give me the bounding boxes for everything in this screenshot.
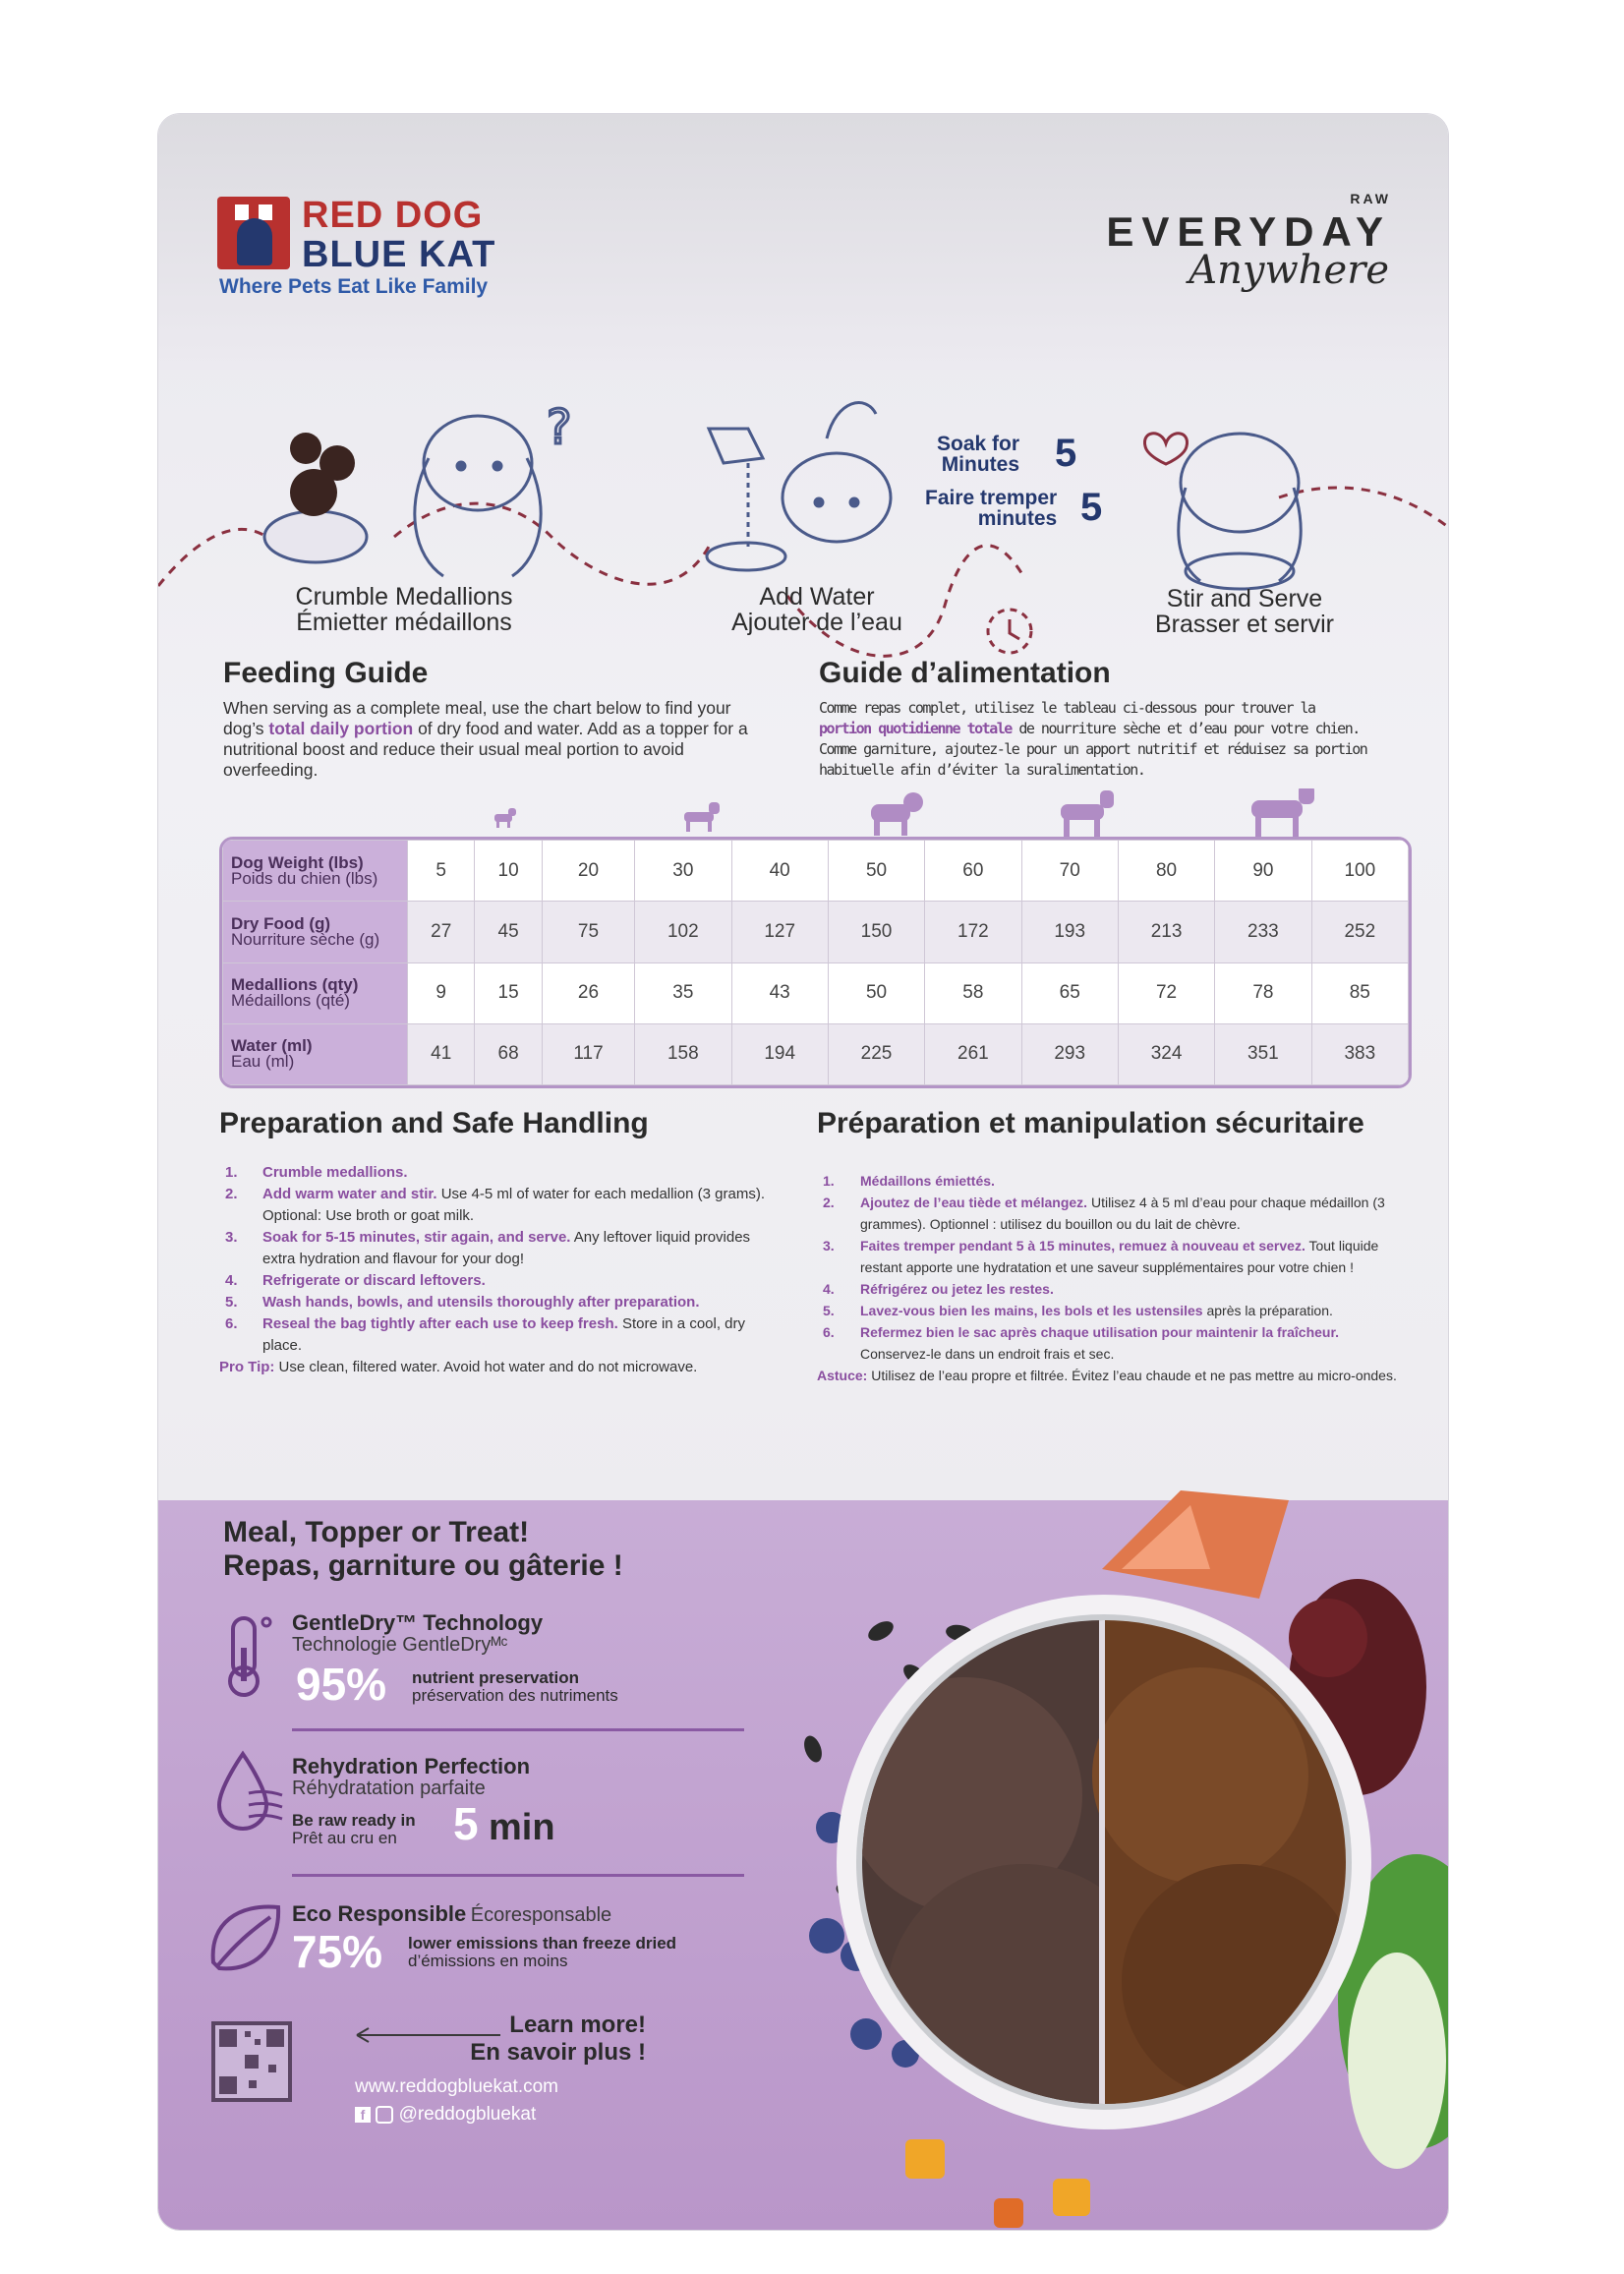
package-back (158, 114, 1448, 2230)
prep-step (817, 1300, 1407, 1321)
logo-ear-left (235, 204, 249, 220)
feature-gentledry-percent: 95% (296, 1659, 387, 1710)
prep-step (817, 1321, 1407, 1365)
feeding-guide-title-en: Feeding Guide (223, 657, 429, 689)
feeding-table-cell: 75 (542, 902, 634, 962)
feeding-table-cell: 261 (925, 1023, 1021, 1084)
feature-eco-desc-fr: d’émissions en moins (408, 1952, 568, 1970)
feeding-table-cell: 20 (542, 841, 634, 902)
brand-logo-icon (217, 197, 290, 269)
learn-more-en: Learn more! (509, 2012, 646, 2038)
feature-eco-title-fr: Écoresponsable (470, 1904, 612, 1926)
feeding-table-cell: 78 (1215, 962, 1311, 1023)
bowl-medallions-icon (264, 433, 367, 562)
prep-step-text: Use 4-5 ml of water for each medallion (3 grams). Optional: Use broth or goat milk. (262, 1186, 766, 1224)
feeding-table-cell: 40 (731, 841, 828, 902)
prep-step-bold: Refermez bien le sac après chaque utilisation pour maintenir la fraîcheur. (860, 1324, 1340, 1340)
prep-step-number: 2. (225, 1186, 238, 1202)
product-name: EVERYDAY (1106, 208, 1391, 255)
features-title (223, 1516, 623, 1583)
feeding-table-cell: 72 (1118, 962, 1214, 1023)
soak-en-number: 5 (1055, 432, 1077, 475)
feeding-row-header-fr: Poids du chien (lbs) (231, 868, 378, 888)
puppy-curious-icon (415, 400, 572, 576)
feeding-table-cell: 30 (635, 841, 731, 902)
dog-xs-icon (494, 808, 516, 828)
soak-en-text (937, 434, 1019, 475)
timer-icon (988, 610, 1031, 653)
feeding-table-cell: 45 (475, 902, 542, 962)
feeding-table-cell: 70 (1021, 841, 1118, 902)
dog-s-icon (684, 802, 720, 832)
prep-step-bold: Crumble medallions. (262, 1164, 408, 1181)
prep-step-number: 6. (823, 1324, 835, 1340)
social-row (355, 2104, 536, 2126)
instagram-icon[interactable] (376, 2106, 393, 2124)
feeding-table-cell: 252 (1311, 902, 1408, 962)
step-serve-en: Stir and Serve (1166, 585, 1323, 612)
feature-rehydration-number: 5 (453, 1798, 479, 1849)
feeding-text-en-part1: When serving as a complete meal, use the chart below to find your dog’s (223, 698, 731, 738)
feature-eco-desc-en: lower emissions than freeze dried (408, 1934, 677, 1953)
feature-gentledry-title-fr: Technologie GentleDryᴹᶜ (292, 1634, 508, 1656)
dashed-path-2 (394, 503, 709, 584)
feeding-text-fr-part2: de nourriture sèche et d’eau pour votre chien. Comme garniture, ajoutez-le pour un apport nutritif et réduisez sa portion habituelle afin d’éviter la suralimentation. (819, 720, 1367, 779)
feeding-table-cell: 194 (731, 1023, 828, 1084)
step-serve-label (1122, 586, 1367, 637)
feeding-table-cell: 85 (1311, 962, 1408, 1023)
feeding-table-cell: 10 (475, 841, 542, 902)
product-raw-label: RAW (1350, 191, 1391, 206)
soak-en-line1: Soak for (937, 433, 1020, 455)
feeding-table-row (223, 1023, 1409, 1084)
prep-tip-label: Pro Tip: (219, 1359, 275, 1375)
feature-eco-percent: 75% (292, 1926, 383, 1977)
feeding-row-header-fr: Médaillons (qté) (231, 991, 350, 1011)
feeding-table-cell: 5 (408, 841, 475, 902)
prep-step-number: 3. (225, 1229, 238, 1246)
prep-step (219, 1227, 770, 1270)
feeding-row-header-en: Medallions (qty) (231, 975, 359, 995)
prep-step-bold: Reseal the bag tightly after each use to keep fresh. (262, 1315, 618, 1332)
feeding-table-cell: 225 (828, 1023, 924, 1084)
step-serve-fr: Brasser et servir (1155, 611, 1334, 638)
prep-list-fr (817, 1170, 1407, 1386)
feeding-row-header-en: Dog Weight (lbs) (231, 852, 364, 872)
feeding-table-cell: 193 (1021, 902, 1118, 962)
prep-step-number: 2. (823, 1195, 835, 1210)
prep-step-number: 3. (823, 1238, 835, 1254)
prep-step (219, 1313, 770, 1357)
prep-step-text: Store in a cool, dry place. (262, 1315, 746, 1354)
puppy-eating-icon (1144, 434, 1301, 589)
prep-step-text: Conservez-le dans un endroit frais et sec. (860, 1346, 1115, 1362)
social-handle[interactable]: @reddogbluekat (398, 2104, 537, 2125)
prep-step-bold: Wash hands, bowls, and utensils thoroughly after preparation. (262, 1294, 700, 1311)
salmon-icon (1102, 1490, 1289, 1599)
feeding-table-cell: 102 (635, 902, 731, 962)
prep-step (219, 1162, 770, 1184)
feeding-table-cell: 60 (925, 841, 1021, 902)
qr-code-pattern (215, 2025, 288, 2098)
feeding-guide-title-fr: Guide d’alimentation (819, 657, 1111, 689)
step-water-fr: Ajouter de l’eau (731, 609, 902, 636)
feeding-text-en-part2: of dry food and water. Add as a topper for a nutritional boost and reduce their usual meal portion to avoid overfeeding. (223, 719, 748, 780)
feeding-table-row (223, 841, 1409, 902)
prep-step-bold: Médaillons émiettés. (860, 1173, 995, 1189)
prep-step (817, 1192, 1407, 1235)
feeding-row-header-en: Water (ml) (231, 1036, 313, 1056)
product-subname: Anywhere (1189, 248, 1389, 293)
prep-step-text: Tout liquide restant apporte une hydratation et une saveur supplémentaires pour votre chien ! (860, 1238, 1379, 1275)
prep-step-text: Any leftover liquid provides extra hydration and flavour for your dog! (262, 1229, 751, 1267)
feature-rehydration-title-fr: Réhydratation parfaite (292, 1778, 486, 1799)
feeding-guide-text-fr (819, 698, 1369, 781)
feature-rehydration-desc-en: Be raw ready in (292, 1811, 416, 1830)
feature-rehydration-desc-fr: Prêt au cru en (292, 1829, 397, 1847)
prep-step-number: 4. (823, 1281, 835, 1297)
feeding-table-cell: 100 (1311, 841, 1408, 902)
dashed-path-1 (158, 529, 266, 586)
feeding-guide-text-en (223, 698, 774, 781)
feeding-table-cell: 90 (1215, 841, 1311, 902)
food-bowl-image (571, 1451, 1448, 2230)
feeding-table-cell: 35 (635, 962, 731, 1023)
prep-step-number: 1. (823, 1173, 835, 1189)
feeding-table-cell: 80 (1118, 841, 1214, 902)
prep-step-text: après la préparation. (1202, 1303, 1333, 1318)
feature-divider-1 (292, 1728, 744, 1731)
features-title-fr: Repas, garniture ou gâterie ! (223, 1549, 623, 1582)
feeding-text-en-highlight: total daily portion (268, 719, 414, 738)
step-crumble-en: Crumble Medallions (295, 583, 513, 611)
step-water-en: Add Water (759, 583, 875, 611)
features-title-en: Meal, Topper or Treat! (223, 1516, 530, 1548)
prep-step-text: Utilisez 4 à 5 ml d’eau pour chaque médaillon (3 grammes). Optionnel : utilisez du bouillon ou du lait de chèvre. (860, 1195, 1385, 1232)
feeding-row-header (223, 841, 408, 902)
prep-step-bold: Add warm water and stir. (262, 1186, 437, 1202)
feeding-table-cell: 150 (828, 902, 924, 962)
prep-title-fr: Préparation et manipulation sécuritaire (817, 1107, 1364, 1139)
feeding-table-cell: 50 (828, 962, 924, 1023)
feeding-table-cell: 172 (925, 902, 1021, 962)
soak-en-line2: Minutes (941, 453, 1020, 476)
squash-icon (905, 2139, 1090, 2228)
prep-tip-label: Astuce: (817, 1368, 868, 1383)
feeding-row-header-en: Dry Food (g) (231, 913, 331, 933)
feeding-table-cell: 15 (475, 962, 542, 1023)
facebook-icon[interactable]: f (355, 2107, 371, 2123)
feeding-table-cell: 68 (475, 1023, 542, 1084)
feature-gentledry-desc (412, 1669, 618, 1705)
feeding-table-cell: 293 (1021, 1023, 1118, 1084)
brand-name-line1: RED DOG (302, 195, 484, 236)
prep-step (817, 1170, 1407, 1192)
learn-more[interactable] (469, 2012, 646, 2067)
feature-gentledry-desc-fr: préservation des nutriments (412, 1686, 618, 1705)
feeding-row-header (223, 902, 408, 962)
prep-step-bold: Refrigerate or discard leftovers. (262, 1272, 486, 1289)
feeding-table-cell: 127 (731, 902, 828, 962)
prep-list-en (219, 1162, 770, 1378)
prep-step (219, 1292, 770, 1313)
dog-xl-icon (1251, 788, 1314, 842)
prep-step-bold: Lavez-vous bien les mains, les bols et les ustensiles (860, 1303, 1203, 1318)
feature-gentledry-title: GentleDry™ Technology (292, 1610, 544, 1635)
prep-tip-text: Utilisez de l’eau propre et filtrée. Évitez l’eau chaude et ne pas mettre au micro-ondes. (867, 1368, 1397, 1383)
prep-step-bold: Réfrigérez ou jetez les restes. (860, 1281, 1054, 1297)
feature-divider-2 (292, 1874, 744, 1877)
svg-text:?: ? (547, 400, 572, 455)
prep-title-en: Preparation and Safe Handling (219, 1107, 649, 1139)
prep-step-bold: Faites tremper pendant 5 à 15 minutes, remuez à nouveau et servez. (860, 1238, 1305, 1254)
logo-cat-silhouette (237, 218, 272, 265)
feeding-text-fr-highlight: portion quotidienne totale (819, 720, 1012, 737)
feeding-table-cell: 351 (1215, 1023, 1311, 1084)
feeding-row-header-fr: Nourriture sèche (g) (231, 929, 380, 949)
thermometer-icon (223, 1612, 272, 1697)
prep-tip-text: Use clean, filtered water. Avoid hot water and do not microwave. (274, 1359, 698, 1375)
prep-tip (219, 1357, 770, 1378)
water-drop-icon (213, 1748, 292, 1837)
soak-fr-number: 5 (1080, 486, 1103, 529)
dog-l-icon (1061, 790, 1114, 840)
soak-fr-line1: Faire tremper (925, 487, 1058, 509)
step-crumble-fr: Émietter médaillons (296, 609, 512, 636)
feeding-table-cell: 41 (408, 1023, 475, 1084)
feeding-table-cell: 117 (542, 1023, 634, 1084)
prep-step-number: 5. (225, 1294, 238, 1311)
feature-rehydration-unit: min (489, 1807, 555, 1848)
learn-more-fr: En savoir plus ! (470, 2039, 646, 2066)
feeding-table-row (223, 902, 1409, 962)
prep-step (817, 1235, 1407, 1278)
dog-m-icon (871, 792, 923, 836)
prep-step-bold: Soak for 5-15 minutes, stir again, and serve. (262, 1229, 571, 1246)
feeding-text-fr-part1: Comme repas complet, utilisez le tableau ci-dessous pour trouver la (819, 699, 1315, 717)
feeding-table-cell: 27 (408, 902, 475, 962)
leaf-icon (200, 1894, 288, 1982)
feeding-table-cell: 158 (635, 1023, 731, 1084)
feature-rehydration-title: Rehydration Perfection (292, 1754, 531, 1778)
feeding-row-header-fr: Eau (ml) (231, 1052, 295, 1072)
feeding-table (219, 837, 1412, 1088)
prep-step (817, 1278, 1407, 1300)
step-crumble-label (276, 584, 532, 635)
feature-gentledry-desc-en: nutrient preservation (412, 1668, 580, 1687)
dashed-path-4 (1279, 488, 1448, 527)
prep-step-number: 1. (225, 1164, 238, 1181)
qr-code[interactable] (211, 2021, 292, 2102)
prep-step-number: 5. (823, 1303, 835, 1318)
feeding-table-grid (222, 840, 1409, 1085)
prep-step-number: 4. (225, 1272, 238, 1289)
feature-eco-title-en: Eco Responsible (292, 1901, 467, 1926)
prep-step (219, 1270, 770, 1292)
feeding-table-cell: 213 (1118, 902, 1214, 962)
feature-eco-title (292, 1901, 611, 1927)
step-water-label (689, 584, 945, 635)
feeding-table-cell: 58 (925, 962, 1021, 1023)
prep-step-bold: Ajoutez de l’eau tiède et mélangez. (860, 1195, 1088, 1210)
prep-step-number: 6. (225, 1315, 238, 1332)
website-url[interactable]: www.reddogbluekat.com (355, 2076, 558, 2097)
feature-eco-desc (408, 1935, 676, 1970)
puppy-water-icon (707, 403, 891, 570)
feeding-table-cell: 324 (1118, 1023, 1214, 1084)
logo-ear-right (259, 204, 272, 220)
feeding-row-header (223, 962, 408, 1023)
feeding-table-cell: 65 (1021, 962, 1118, 1023)
feeding-table-cell: 43 (731, 962, 828, 1023)
feeding-table-cell: 383 (1311, 1023, 1408, 1084)
feeding-table-cell: 26 (542, 962, 634, 1023)
feeding-table-cell: 9 (408, 962, 475, 1023)
soak-fr-text (925, 488, 1057, 529)
brand-tagline: Where Pets Eat Like Family (219, 275, 489, 298)
prep-step (219, 1184, 770, 1227)
prep-tip (817, 1365, 1407, 1386)
feeding-table-cell: 233 (1215, 902, 1311, 962)
feature-rehydration-desc (292, 1812, 416, 1847)
feeding-table-cell: 50 (828, 841, 924, 902)
feeding-row-header (223, 1023, 408, 1084)
feeding-table-row (223, 962, 1409, 1023)
soak-fr-line2: minutes (977, 507, 1058, 530)
brand-name-line2: BLUE KAT (302, 234, 496, 275)
